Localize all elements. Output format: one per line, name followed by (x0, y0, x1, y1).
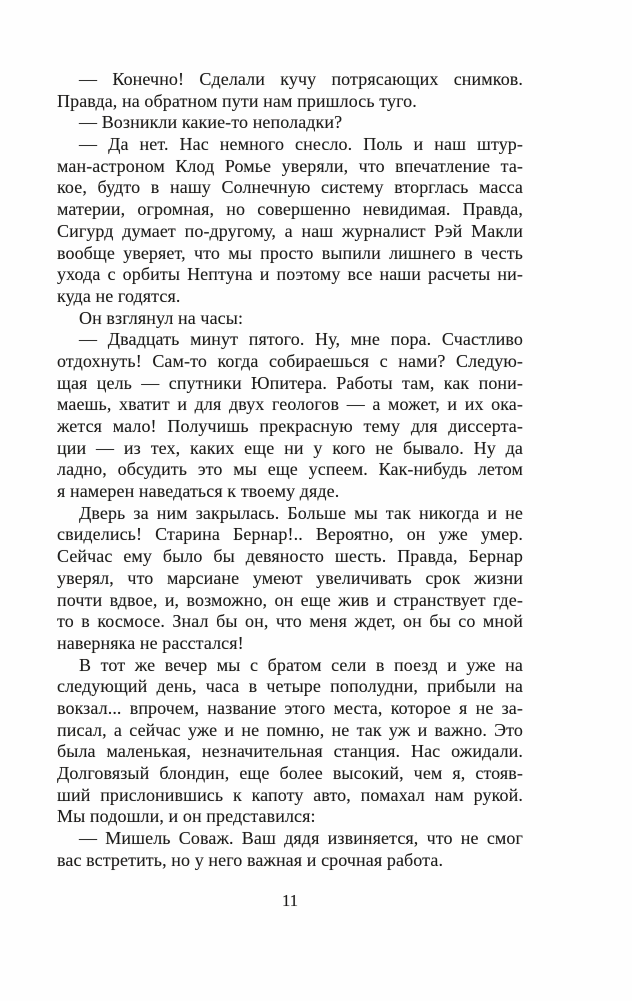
text-line: вообще уверяет, что мы просто выпили лишнего в честь (57, 242, 523, 263)
page-text (57, 69, 523, 871)
text-line: — Конечно! Сделали кучу потрясающих снимков. (79, 69, 523, 89)
text-line: Долговязый блондин, еще более высокий, чем я, стояв- (57, 763, 523, 783)
text-line: Мы подошли, и он представился: (57, 806, 316, 827)
text-line: писал, а сейчас уже и не помню, не так уж и важно. Это (57, 719, 523, 740)
text-line: щая цель — спутники Юпитера. Работы там, как пони- (57, 372, 523, 393)
text-line: — Возникли какие-то неполадки? (79, 112, 343, 133)
text-line: наверняка не расстался! (57, 632, 244, 653)
text-line: ман-астроном Клод Ромье уверяли, что впечатление та- (57, 155, 523, 176)
page-number: 11 (281, 891, 299, 910)
text-line: отдохнуть! Сам-то когда собираешься с нами? Следую- (57, 350, 523, 371)
text-line: — Мишель Соваж. Ваш дядя извиняется, что не смог (79, 828, 523, 849)
text-line: следующий день, часа в четыре пополудни, прибыли на (57, 676, 523, 697)
text-line: Правда, на обратном пути нам пришлось туго. (57, 90, 417, 111)
text-line: Сейчас ему было бы девяносто шесть. Правда, Бернар (57, 546, 523, 567)
text-line: ухода с орбиты Нептуна и поэтому все наши расчеты ни- (57, 264, 523, 285)
text-line: — Двадцать минут пятого. Ну, мне пора. Счастливо (79, 329, 523, 350)
text-line: ции — из тех, каких еще ни у кого не бывало. Ну да (57, 437, 523, 458)
text-line: ладно, обсудить это мы еще успеем. Как-нибудь летом (57, 459, 523, 480)
text-line: куда не годятся. (57, 285, 181, 306)
text-line: Он взглянул на часы: (79, 307, 244, 328)
text-line: почти вдвое, и, возможно, он еще жив и странствует где- (57, 589, 523, 610)
text-line: материи, огромная, но совершенно невидимая. Правда, (57, 199, 523, 220)
text-line: вокзал... впрочем, название этого места, которое я не за- (57, 697, 523, 718)
text-line: Сигурд думает по-другому, а наш журналист Рэй Макли (57, 220, 523, 241)
text-line: жется мало! Получишь прекрасную тему для диссерта- (57, 416, 523, 436)
text-line: Дверь за ним закрылась. Больше мы так никогда и не (79, 502, 523, 523)
text-line: В тот же вечер мы с братом сели в поезд и уже на (79, 654, 523, 675)
text-line: — Да нет. Нас немного снесло. Поль и наш штур- (79, 134, 523, 155)
text-line: кое, будто в нашу Солнечную систему вторглась масса (57, 177, 523, 198)
text-line: вас встретить, но у него важная и срочная работа. (57, 849, 444, 870)
text-line: свиделись! Старина Бернар!.. Вероятно, он уже умер. (57, 524, 523, 545)
text-line: я намерен наведаться к твоему дяде. (57, 481, 340, 502)
text-line: маешь, хватит и для двух геологов — а может, и их ока- (57, 394, 523, 415)
text-line: ший прислонившись к капоту авто, помахал нам рукой. (57, 784, 523, 805)
text-line: уверял, что марсиане умеют увеличивать срок жизни (57, 567, 523, 588)
text-line: то в космосе. Знал бы он, что меня ждет, он бы со мной (57, 611, 523, 632)
text-line: была маленькая, незначительная станция. Нас ожидали. (57, 741, 523, 762)
